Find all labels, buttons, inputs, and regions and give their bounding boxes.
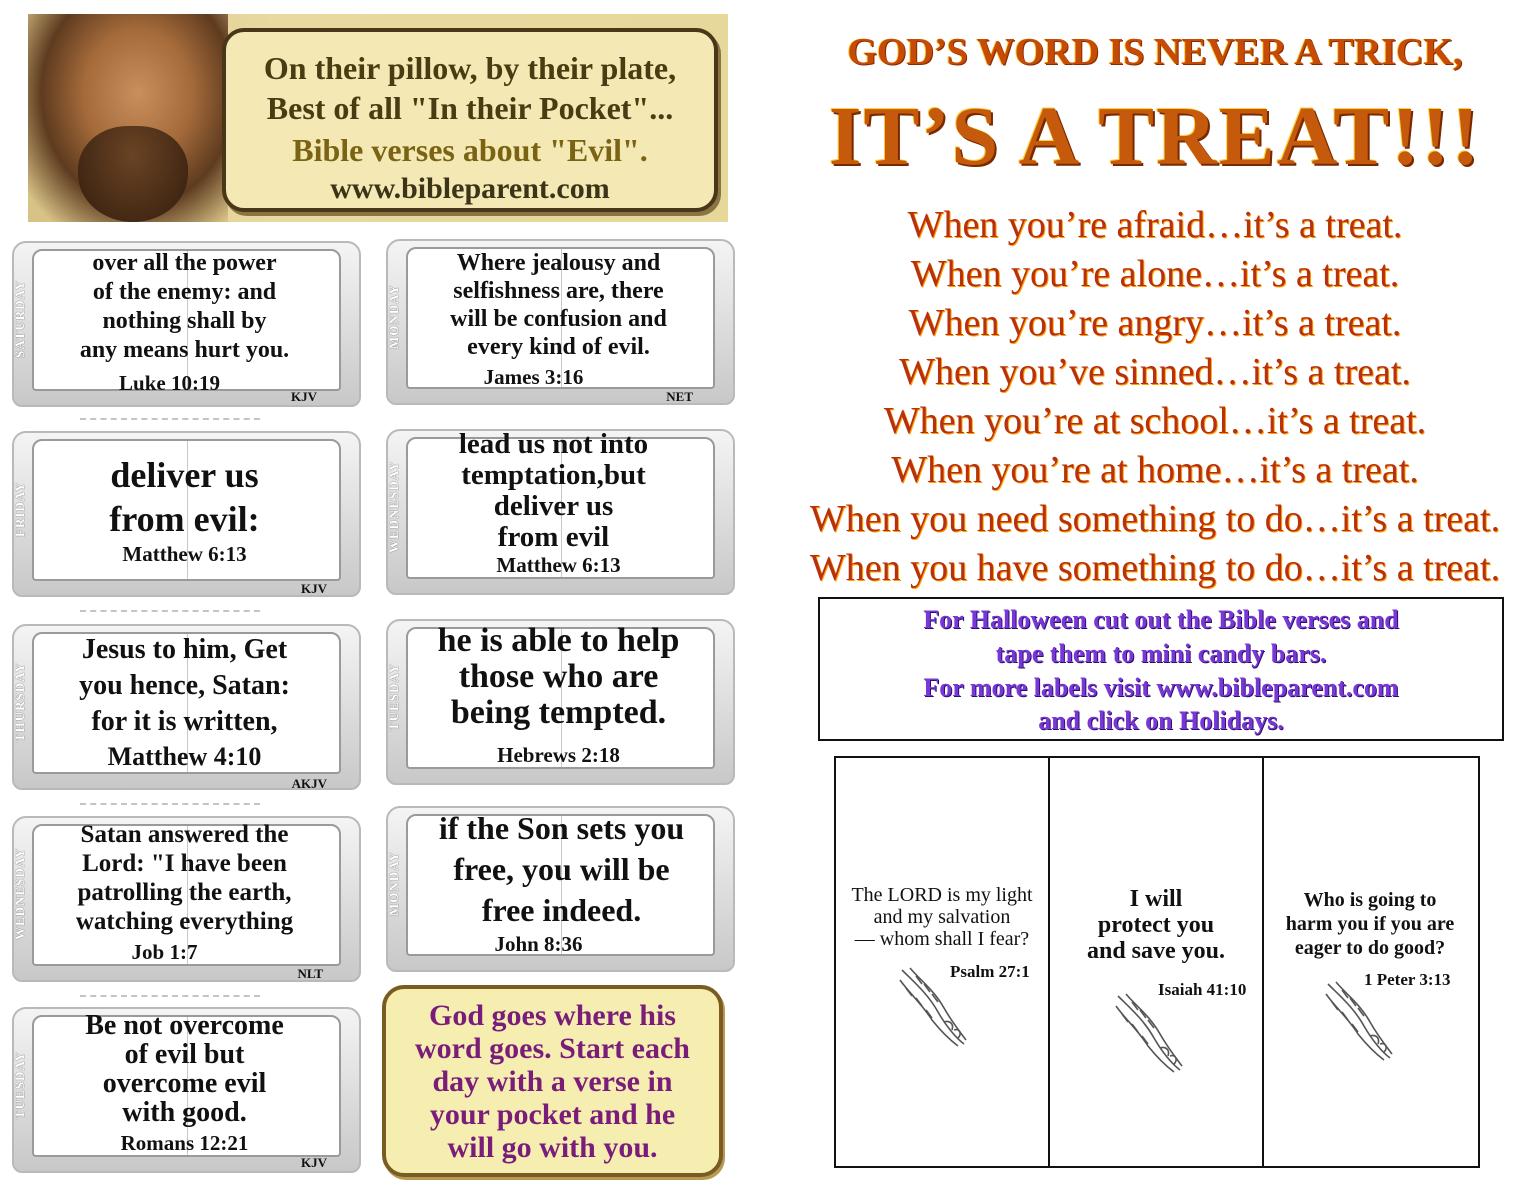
treat-list xyxy=(770,202,1540,594)
treat-line: When you’re at home…it’s a treat. xyxy=(891,449,1419,491)
verse-card xyxy=(12,812,357,984)
bible-version: KJV xyxy=(301,1155,327,1170)
treat-line: When you need something to do…it’s a treat. xyxy=(809,498,1501,540)
banner-text-box xyxy=(222,28,718,212)
bible-version: KJV xyxy=(291,389,317,404)
verse-text: Where jealousy and selfishness are, there will be confusion and every kind of evil. xyxy=(450,250,667,360)
bible-version: KJV xyxy=(301,581,327,596)
cut-line xyxy=(80,418,260,420)
promo-box xyxy=(382,985,723,1177)
treat-line: When you’ve sinned…it’s a treat. xyxy=(899,351,1411,393)
bible-version: NLT xyxy=(297,966,323,981)
header-banner xyxy=(28,14,728,222)
verse-card xyxy=(386,615,731,787)
cut-line xyxy=(80,610,260,612)
day-label: FRIDAY xyxy=(12,481,27,537)
verse-reference: John 8:36 xyxy=(494,932,583,956)
bible-version: AKJV xyxy=(291,776,327,791)
verse-card xyxy=(386,425,731,597)
day-label: THURSDAY xyxy=(12,662,27,742)
instruction-line: For more labels visit www.bibleparent.com xyxy=(923,673,1399,702)
verse-reference: Matthew 6:13 xyxy=(496,553,621,577)
verse-card xyxy=(12,427,357,599)
candy-label xyxy=(836,758,1050,1166)
instruction-line: tape them to mini candy bars. xyxy=(995,639,1327,668)
day-label: WEDNESDAY xyxy=(12,847,27,941)
label-reference: 1 Peter 3:13 xyxy=(1364,970,1451,989)
treat-line: When you’re afraid…it’s a treat. xyxy=(907,204,1403,246)
verse-text: Satan answered the Lord: "I have been patrolling the earth, watching everything xyxy=(75,821,294,935)
verse-reference: Luke 10:19 xyxy=(119,371,220,395)
verse-card xyxy=(386,235,731,407)
candy-label xyxy=(1050,758,1264,1166)
verse-card xyxy=(12,237,357,409)
treat-line: When you’re alone…it’s a treat. xyxy=(910,253,1400,295)
day-label: MONDAY xyxy=(386,284,401,350)
treat-line: When you have something to do…it’s a treat. xyxy=(809,547,1501,589)
label-verse: Who is going to harm you if you are eager to do good? xyxy=(1285,889,1455,959)
verse-reference: James 3:16 xyxy=(483,365,584,389)
headline-treat: IT’S A TREAT!!! xyxy=(828,90,1482,183)
verse-card xyxy=(386,802,731,974)
banner-line-3: Bible verses about "Evil". xyxy=(292,132,648,168)
verse-reference: Matthew 4:10 xyxy=(107,742,262,771)
banner-line-1: On their pillow, by their plate, xyxy=(263,50,677,86)
instruction-line: and click on Holidays. xyxy=(1038,706,1284,735)
verse-text: if the Son sets you free, you will be free indeed. xyxy=(438,810,685,928)
verse-text: deliver us from evil: xyxy=(109,455,260,539)
day-label: TUESDAY xyxy=(386,663,401,731)
verse-text: he is able to help those who are being tempted. xyxy=(437,622,680,731)
promo-text: God goes where his word goes. Start each day with a verse in your pocket and he will go with you. xyxy=(415,999,690,1164)
praying-hands-icon xyxy=(1110,990,1186,1074)
portrait-beard xyxy=(78,126,188,222)
halloween-instructions xyxy=(818,597,1504,741)
label-reference: Isaiah 41:10 xyxy=(1158,980,1247,999)
verse-reference: Hebrews 2:18 xyxy=(497,743,620,767)
day-label: MONDAY xyxy=(386,851,401,917)
jesus-portrait-icon xyxy=(28,14,228,222)
praying-hands-icon xyxy=(1320,978,1396,1062)
bible-version: NET xyxy=(666,389,693,404)
banner-line-2: Best of all "In their Pocket"... xyxy=(266,90,674,126)
praying-hands-icon xyxy=(894,964,970,1048)
verse-text: Be not overcome of evil but overcome evil with good. xyxy=(85,1010,284,1128)
verse-reference: Matthew 6:13 xyxy=(122,542,247,566)
banner-website: www.bibleparent.com xyxy=(330,172,610,205)
verse-reference: Romans 12:21 xyxy=(120,1131,249,1155)
day-label: TUESDAY xyxy=(12,1051,27,1119)
verse-text: over all the power of the enemy: and nothing shall by any means hurt you. xyxy=(79,250,290,363)
cut-line xyxy=(80,995,260,997)
verse-card xyxy=(12,1003,357,1175)
treat-line: When you’re angry…it’s a treat. xyxy=(908,302,1402,344)
verse-text: lead us not into temptation,but deliver us from evil xyxy=(458,428,649,553)
verse-card xyxy=(12,620,357,792)
treat-line: When you’re at school…it’s a treat. xyxy=(883,400,1427,442)
headline-trick: GOD’S WORD IS NEVER A TRICK, xyxy=(847,31,1463,73)
candy-labels-panel xyxy=(834,756,1480,1168)
label-reference: Psalm 27:1 xyxy=(950,962,1030,981)
label-verse: The LORD is my light and my salvation — whom shall I fear? xyxy=(851,884,1033,950)
label-verse: I will protect you and save you. xyxy=(1086,886,1226,964)
candy-label xyxy=(1264,758,1476,1166)
instruction-line: For Halloween cut out the Bible verses and xyxy=(923,605,1399,634)
verse-reference: Job 1:7 xyxy=(131,940,198,964)
cut-line xyxy=(80,803,260,805)
day-label: WEDNESDAY xyxy=(386,460,401,554)
day-label: SATURDAY xyxy=(12,279,27,359)
verse-text: Jesus to him, Get you hence, Satan: for it is written, xyxy=(79,634,290,737)
